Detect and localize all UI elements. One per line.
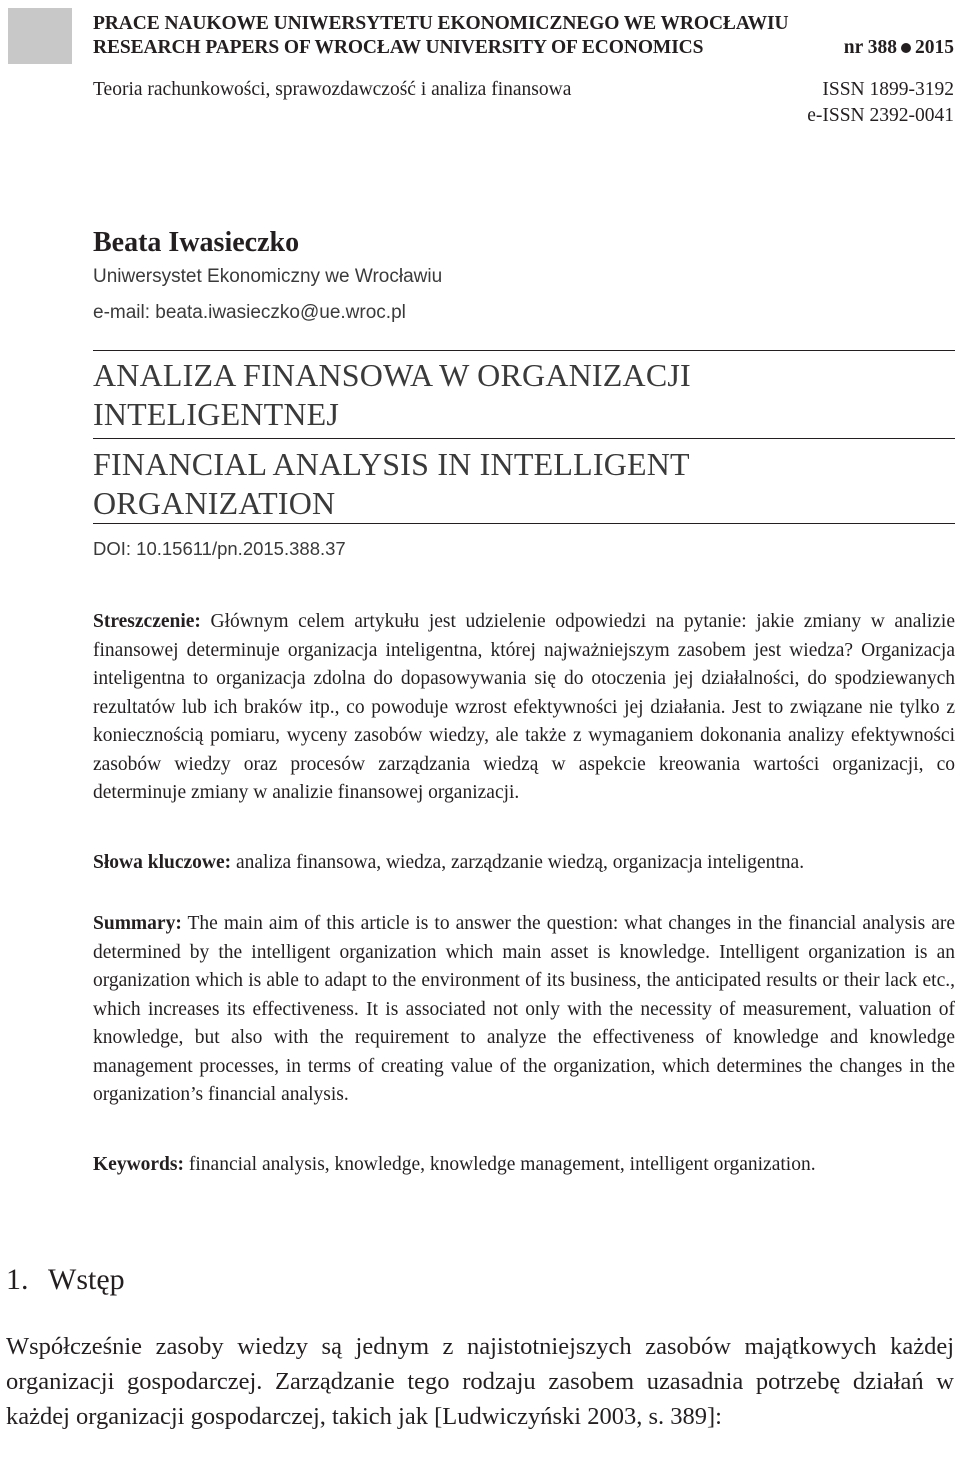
keywords-en-label: Keywords: (93, 1154, 184, 1175)
abstract-pl-label: Streszczenie: (93, 611, 201, 632)
intro-paragraph: Współcześnie zasoby wiedzy są jednym z najistotniejszych zasobów majątkowych każdej organizacji gospodarczej. Zarządzanie tego rodzaju zasobem uzasadnia potrzebę działań w każdej organizacji gospodarczej, takich jak [Ludwiczyński 2003, s. 389]: (6, 1333, 954, 1430)
journal-name-pl: PRACE NAUKOWE UNIWERSYTETU EKONOMICZNEGO WE WROCŁAWIU (93, 13, 789, 34)
eissn: e-ISSN 2392-0041 (807, 105, 954, 126)
section-heading (6, 1262, 125, 1298)
abstract-pl-text: Głównym celem artykułu jest udzielenie odpowiedzi na pytanie: jakie zmiany w analizie finansowej determinuje organizacja inteligentna, której najważniejszym zasobem jest wiedza? Organizacja inteligentna to organizacja zdolna do dopasowywania się do otoczenia jej działalności, do spodziewanych rezultatów lub ich braków itp., co powoduje wzrost efektywności jej działania. Jest to związane nie tylko z koniecznością pomiaru, wyceny zasobów wiedzy, ale także z wymaganiem dokonania analizy efektywności zasobów wiedzy oraz procesów zarządzania wiedzą w aspekcie kreowania wartości organizacji, co determinuje zmiany w analizie finansowej organizacji. (93, 611, 956, 803)
keywords-en-text: financial analysis, knowledge, knowledge management, intelligent organization. (188, 1154, 816, 1175)
journal-name-en: RESEARCH PAPERS OF WROCŁAW UNIVERSITY OF ECONOMICS (93, 37, 704, 58)
series-title: Teoria rachunkowości, sprawozdawczość i analiza finansowa (93, 79, 572, 100)
issn-block (807, 78, 954, 130)
title-rule-top (93, 350, 955, 351)
title-rule-bottom (93, 523, 955, 524)
author-email: e-mail: beata.iwasieczko@ue.wroc.pl (93, 302, 406, 323)
title-pl-line1: ANALIZA FINANSOWA W ORGANIZACJI (93, 357, 691, 393)
section-title: Wstęp (48, 1263, 125, 1296)
header-gray-block (8, 8, 72, 64)
author-affiliation: Uniwersystet Ekonomiczny we Wrocławiu (93, 266, 443, 287)
title-en-line2: ORGANIZATION (93, 485, 336, 521)
issue-number: nr 388 (843, 37, 897, 58)
abstract-en (93, 910, 955, 1110)
keywords-pl (93, 849, 955, 878)
keywords-en (93, 1151, 955, 1180)
title-en-line1: FINANCIAL ANALYSIS IN INTELLIGENT (93, 446, 690, 482)
doi: DOI: 10.15611/pn.2015.388.37 (93, 538, 346, 559)
abstract-pl (93, 608, 955, 808)
title-pl (93, 356, 953, 434)
bullet-icon (901, 43, 911, 53)
abstract-en-text: The main aim of this article is to answer the question: what changes in the financial analysis are determined by the intelligent organization which main asset is knowledge. Intelligent organization is an organization which is able to adapt to the environment of its business, the anticipated results or their lack etc., which increases its effectiveness. It is associated not only with the necessity of measurement, valuation of knowledge, but also with the requirement to analyze the effectiveness of knowledge and knowledge management processes, in terms of creating value of the organization, which determines the changes in the organization’s financial analysis. (93, 913, 955, 1105)
issue-info (844, 36, 954, 60)
title-rule-middle (93, 438, 955, 439)
abstract-en-label: Summary: (93, 913, 182, 934)
issn: ISSN 1899-3192 (822, 79, 954, 100)
keywords-pl-text: analiza finansowa, wiedza, zarządzanie wiedzą, organizacja inteligentna. (236, 852, 805, 873)
title-en (93, 445, 953, 523)
keywords-pl-label: Słowa kluczowe: (93, 852, 232, 873)
author-name: Beata Iwasieczko (93, 227, 300, 258)
title-pl-line2: INTELIGENTNEJ (93, 396, 340, 432)
issue-year: 2015 (915, 37, 954, 58)
section-number: 1. (6, 1263, 29, 1296)
